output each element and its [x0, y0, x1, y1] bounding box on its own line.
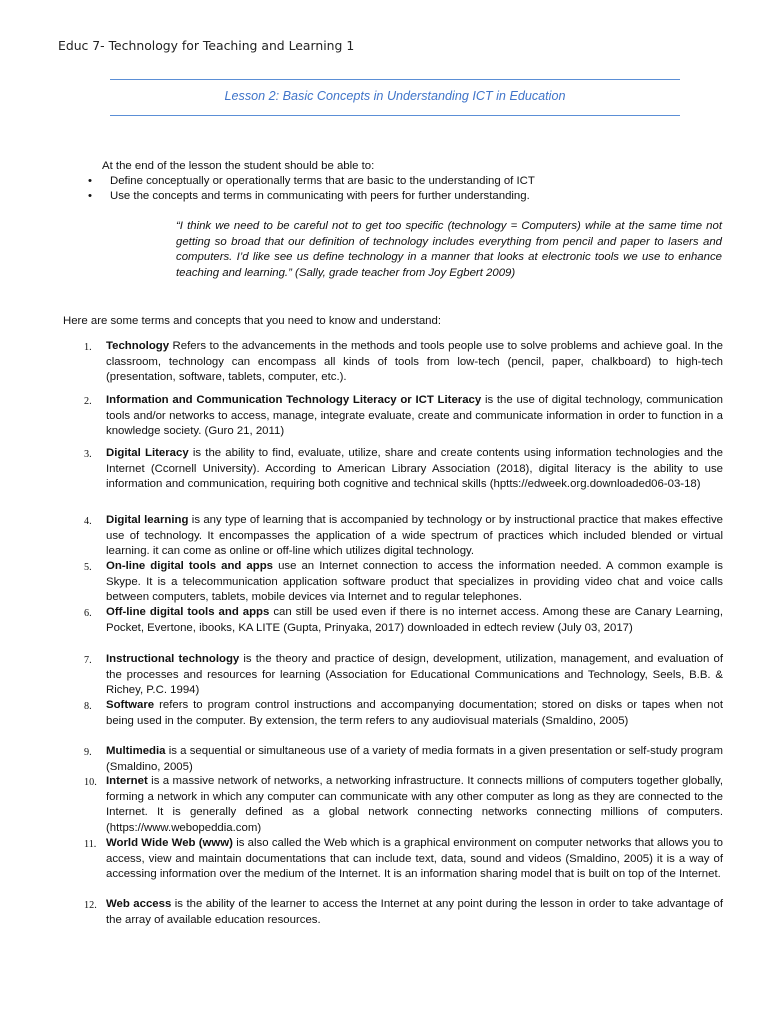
term-definition: is the theory and practice of design, development, utilization, management, and evaluation of the processes and resources for learning (Association for Educational Communications and Technology, Seels, B.B. & Richey, P.C. 1994) [106, 653, 723, 696]
term-item [78, 836, 723, 883]
term-item [78, 339, 723, 386]
page-header: Educ 7- Technology for Teaching and Learning 1 [58, 38, 355, 53]
term-name: Off-line digital tools and apps [106, 606, 270, 618]
objective-item: • Define conceptually or operationally terms that are basic to the understanding of ICT [88, 175, 535, 187]
term-definition: is a massive network of networks, a networking infrastructure. It connects millions of computers together globally, forming a network in which any computer can communicate with any other computer as long as they are connected to the Internet. It is generally defined as a global network connecting networks connecting millions of computers. (https://www.webopeddia.com) [106, 775, 723, 834]
term-item [78, 559, 723, 606]
objectives [88, 159, 535, 204]
term-number: 1. [84, 342, 92, 353]
term-number: 5. [84, 562, 92, 573]
term-name: Software [106, 699, 155, 711]
term-name: Multimedia [106, 745, 166, 757]
term-number: 7. [84, 655, 92, 666]
term-number: 2. [84, 396, 92, 407]
terms-lead-in: Here are some terms and concepts that you need to know and understand: [63, 315, 442, 327]
term-definition: is the ability of the learner to access the Internet at any point during the lesson in order to take advantage of the array of available education resources. [106, 898, 723, 926]
term-definition: can still be used even if there is no internet access. Among these are Canary Learning, Pocket, Evertone, ibooks, KA LITE (Gupta, Prinyaka, 2017) downloaded in edtech review (July 03, 2017) [106, 606, 723, 634]
title-top-rule [110, 79, 680, 80]
term-number: 10. [84, 777, 97, 788]
term-number: 6. [84, 608, 92, 619]
term-item [78, 605, 723, 636]
term-name: Technology [106, 340, 170, 352]
term-item [78, 393, 723, 440]
term-definition: is also called the Web which is a graphical environment on computer networks that allows you to access, view and maintain documentations that can include text, data, sound and videos (Smaldino, 2005) it is a way of accessing information over the medium of the Internet. It is an information sharing model that is built on top of the Internet. [106, 837, 723, 880]
term-definition: is the ability to find, evaluate, utilize, share and create contents using information technologies and the Internet (Ccornell University). According to American Library Association (2018), digital literacy is the ability to use information and communication, requiring both cognitive and technical skills (hptts://edweek.org.downloaded06-03-18) [106, 447, 723, 490]
term-definition: refers to program control instructions and accompanying documentation; stored on disks or tapes when not being used in the computer. By extension, the term refers to any audiovisual materials (Smaldino, 2005) [106, 699, 723, 727]
bullet-icon: • [88, 175, 92, 187]
term-name: On-line digital tools and apps [106, 560, 274, 572]
term-item [78, 652, 723, 699]
term-definition: is a sequential or simultaneous use of a variety of media formats in a given presentation or self-study program (Smaldino, 2005) [106, 745, 723, 773]
bullet-icon: • [88, 190, 92, 202]
title-bottom-rule [110, 115, 680, 116]
objective-item: • Use the concepts and terms in communicating with peers for further understanding. [88, 190, 530, 202]
lesson-title: Lesson 2: Basic Concepts in Understanding ICT in Education [224, 89, 566, 103]
term-item [78, 698, 723, 729]
term-name: Web access [106, 898, 172, 910]
term-item [78, 744, 723, 775]
term-item [78, 513, 723, 560]
objectives-intro: At the end of the lesson the student should be able to: [102, 160, 375, 172]
term-definition: is the use of digital technology, communication tools and/or networks to access, manage, integrate evaluate, create and communicate information in order to function in a knowledge society. (Guro 21, 2011) [106, 394, 723, 437]
term-item [78, 774, 723, 836]
epigraph-quote: “I think we need to be careful not to get too specific (technology = Computers) while at the same time not getting so broad that our definition of technology includes everything from pencil and paper to lasers and computers. I’d like see us define technology in a manner that looks at electronic tools we use to enhance teaching and learning.” (Sally, grade teacher from Joy Egbert 2009) [176, 220, 722, 279]
term-item [78, 897, 723, 928]
term-number: 8. [84, 701, 92, 712]
term-name: Instructional technology [106, 653, 240, 665]
term-item [78, 446, 723, 493]
term-name: Digital learning [106, 514, 189, 526]
term-name: World Wide Web (www) [106, 837, 233, 849]
term-number: 12. [84, 900, 97, 911]
term-definition: use an Internet connection to access the information needed. A common example is Skype. It is a telecommunication application software product that specializes in providing video chat and voice calls between computers, tablets, mobile devices via Internet and to regular telephones. [106, 560, 723, 603]
term-definition: is any type of learning that is accompanied by technology or by instructional practice that makes effective use of technology. It encompasses the application of a wide spectrum of practices which included blended or virtual learning. it can come as online or off-line which utilizes digital technology. [106, 514, 723, 557]
term-number: 3. [84, 449, 92, 460]
term-number: 4. [84, 516, 92, 527]
term-number: 9. [84, 747, 92, 758]
term-number: 11. [84, 839, 97, 850]
term-name: Information and Communication Technology Literacy or ICT Literacy [106, 394, 482, 406]
term-definition: Refers to the advancements in the methods and tools people use to solve problems and achieve goal. In the classroom, technology can encompass all kinds of tools from low-tech (pencil, paper, chalkboard) to high-tech (presentation, software, tablets, computer, etc.). [106, 340, 723, 383]
term-name: Digital Literacy [106, 447, 189, 459]
term-name: Internet [106, 775, 148, 787]
